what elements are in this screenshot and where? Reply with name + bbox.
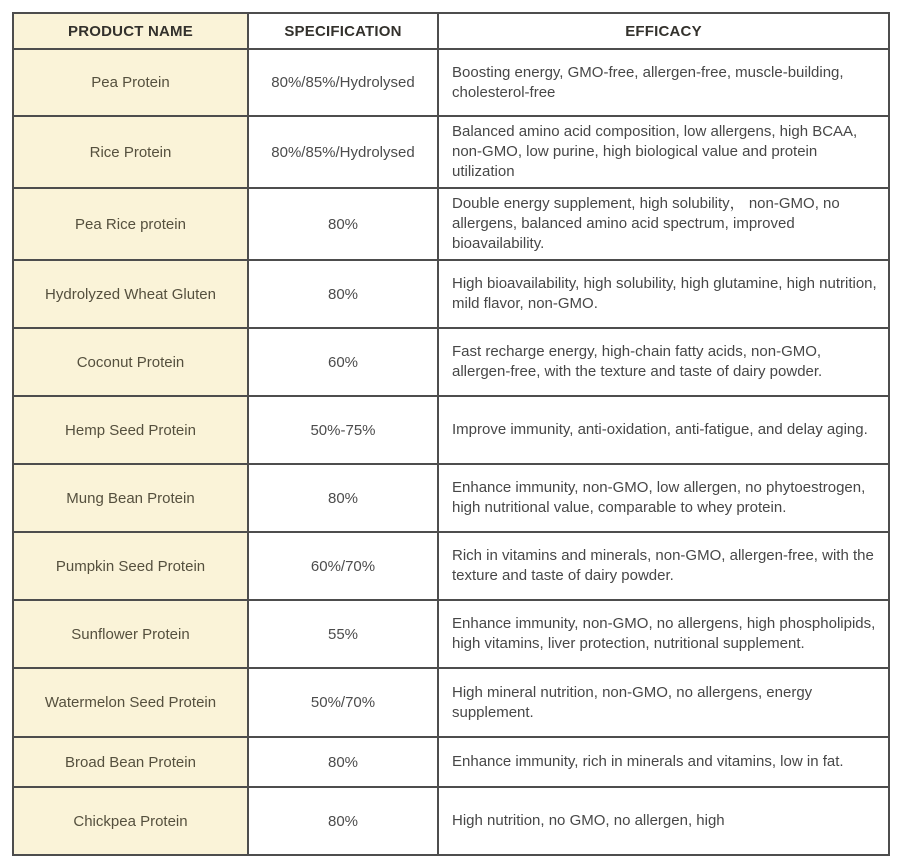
specification-cell: 80% (248, 260, 438, 328)
product-name-cell: Coconut Protein (13, 328, 248, 396)
efficacy-cell: Fast recharge energy, high-chain fatty acids, non-GMO, allergen-free, with the texture and taste of dairy powder. (438, 328, 889, 396)
specification-cell: 80% (248, 188, 438, 260)
product-name-cell: Pea Protein (13, 49, 248, 116)
header-specification: SPECIFICATION (248, 13, 438, 49)
header-efficacy: EFFICACY (438, 13, 889, 49)
efficacy-cell: Balanced amino acid composition, low allergens, high BCAA, non-GMO, low purine, high biological value and protein utilization (438, 116, 889, 188)
table-row (13, 737, 889, 787)
specification-cell: 50%/70% (248, 668, 438, 737)
efficacy-cell: High nutrition, no GMO, no allergen, high (438, 787, 889, 855)
efficacy-cell: Enhance immunity, non-GMO, low allergen, no phytoestrogen, high nutritional value, comparable to whey protein. (438, 464, 889, 532)
product-name-cell: Sunflower Protein (13, 600, 248, 668)
table-row (13, 116, 889, 188)
efficacy-cell: Double energy supplement, high solubility， non-GMO, no allergens, balanced amino acid spectrum, improved bioavailability. (438, 188, 889, 260)
table-row (13, 396, 889, 464)
product-table (12, 12, 890, 856)
table-row (13, 532, 889, 600)
product-name-cell: Pea Rice protein (13, 188, 248, 260)
product-name-cell: Hemp Seed Protein (13, 396, 248, 464)
table-row (13, 787, 889, 855)
product-name-cell: Pumpkin Seed Protein (13, 532, 248, 600)
specification-cell: 80%/85%/Hydrolysed (248, 116, 438, 188)
specification-cell: 80% (248, 787, 438, 855)
specification-cell: 80% (248, 737, 438, 787)
efficacy-cell: Rich in vitamins and minerals, non-GMO, allergen-free, with the texture and taste of dairy powder. (438, 532, 889, 600)
table-row (13, 668, 889, 737)
efficacy-cell: High mineral nutrition, non-GMO, no allergens, energy supplement. (438, 668, 889, 737)
product-name-cell: Chickpea Protein (13, 787, 248, 855)
specification-cell: 80% (248, 464, 438, 532)
table-row (13, 49, 889, 116)
product-name-cell: Rice Protein (13, 116, 248, 188)
efficacy-cell: Enhance immunity, rich in minerals and vitamins, low in fat. (438, 737, 889, 787)
table-row (13, 260, 889, 328)
efficacy-cell: High bioavailability, high solubility, high glutamine, high nutrition, mild flavor, non-GMO. (438, 260, 889, 328)
efficacy-cell: Enhance immunity, non-GMO, no allergens, high phospholipids, high vitamins, liver protection, nutritional supplement. (438, 600, 889, 668)
header-product-name: PRODUCT NAME (13, 13, 248, 49)
header-row (13, 13, 889, 49)
efficacy-cell: Boosting energy, GMO-free, allergen-free, muscle-building, cholesterol-free (438, 49, 889, 116)
product-name-cell: Mung Bean Protein (13, 464, 248, 532)
specification-cell: 60%/70% (248, 532, 438, 600)
product-name-cell: Watermelon Seed Protein (13, 668, 248, 737)
product-name-cell: Broad Bean Protein (13, 737, 248, 787)
table-row (13, 188, 889, 260)
specification-cell: 60% (248, 328, 438, 396)
product-name-cell: Hydrolyzed Wheat Gluten (13, 260, 248, 328)
table-row (13, 464, 889, 532)
product-table-container (12, 12, 890, 856)
specification-cell: 50%-75% (248, 396, 438, 464)
specification-cell: 55% (248, 600, 438, 668)
efficacy-cell: Improve immunity, anti-oxidation, anti-fatigue, and delay aging. (438, 396, 889, 464)
table-row (13, 328, 889, 396)
table-row (13, 600, 889, 668)
specification-cell: 80%/85%/Hydrolysed (248, 49, 438, 116)
